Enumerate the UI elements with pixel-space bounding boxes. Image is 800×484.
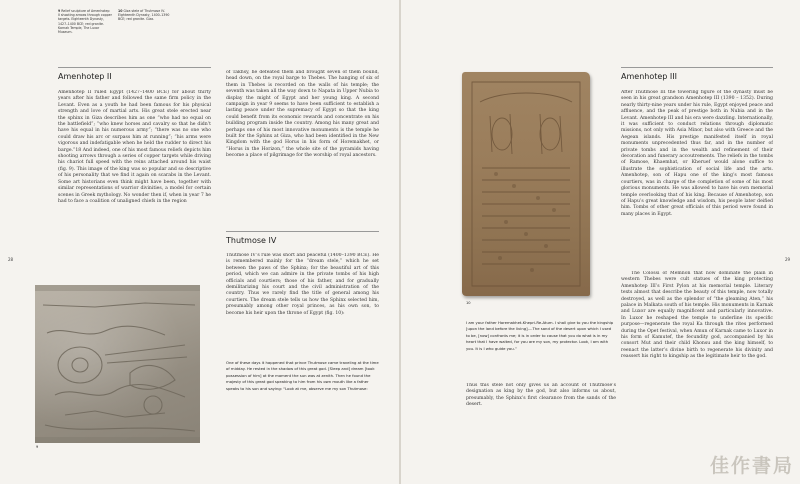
body-amenhotep3-continued — [621, 271, 773, 449]
body-amenhotep2-text: Amenhotep II ruled Egypt (1427–1400 BCE) for about thirty years after his father and followed the same firm policy in the Levant. Even as a youth he had been famous for his physical strength and love of martial arts. His great stele erected near the sphinx in Giza describes him as one “who had no equal on the battlefield”; “who knew horses and cavalry so that he didn’t have his equal in his numerous army”; “there was no one who could draw his arc or surpass him at running”; “his arms were vigorous and indefatigable when he held the rudder to direct his barge.”18 And indeed, one of his most famous reliefs depicts him shooting arrows through a series of copper targets while driving his chariot full speed with the reins attached around his waist (fig. 9). This image of the king was so popular and so descriptive of his personality that we find it again on scarabs in the Levant. Some art historians even think might have been, together with similar representations of warrior divinities, a model for certain scenes in Greek mythology. No wonder then if, when in year 7 he had to face a coalition of unaligned chiefs in the region — [58, 90, 211, 204]
section-rule-thutmose4 — [226, 231, 379, 232]
relief-carving-graphic — [35, 285, 200, 443]
figure-10-label: 10 — [466, 301, 471, 305]
body-column-2 — [226, 70, 379, 225]
body-amenhotep2 — [58, 90, 211, 275]
figure-10-stele-image — [462, 72, 590, 296]
section-heading-thutmose4: Thutmose IV — [226, 236, 277, 245]
page-number-left: 28 — [8, 257, 14, 262]
section-heading-amenhotep3: Amenhotep III — [621, 72, 677, 81]
quote-stele-inscription-text: I am your father Horemakhet-Khepri-Re-Atum. I shall give to you the kingship [upon the land before the living]....The sand of the desert upon which I used to be, [now] confronts me; it is in order to cause that you do what is in my heart that I have waited, for you are my son, my protector. Look, I am with you. It is I who guide you.” — [466, 320, 614, 351]
body-stele-conclusion-text: Thus this stele not only gives us an account of Thutmose’s designation as king by the god, but also informs us about, presumably, the Sphinx’s first clearance from the sands of the desert. — [466, 383, 616, 408]
caption-fig9-text: Relief sculpture of Amenhotep II shooting arrows through copper targets. Eighteenth Dynasty, 1427–1400 BCE; red granite. Karnak Temple, The Luxor Museum. — [58, 9, 112, 35]
section-rule-amenhotep2 — [58, 67, 211, 68]
figure-9-label: 9 — [36, 445, 39, 449]
page-number-right: 29 — [785, 257, 791, 262]
caption-fig10 — [118, 9, 172, 22]
caption-fig10-number: 10 — [118, 9, 123, 13]
section-heading-amenhotep2: Amenhotep II — [58, 72, 112, 81]
caption-fig9 — [58, 9, 112, 34]
body-column-2-text: of Takhsy, he defeated them and brought seven of them bound, head down, on the royal barge to Thebes. The hanging of six of them in Thebes is recorded on the walls of his temple; the seventh was taken all the way down to Napata in Upper Nubia to display the might of Egypt and her young king. A second campaign in year 9 seems to have been sufficient to establish a lasting peace under the supremacy of Egypt so that the king could benefit from its economic rewards and concentrate on his building program inside the country. Among his many great and perhaps one of his most innovative monuments is the temple he built for the Sphinx at Giza, who had been identified in the New Kingdom with the god Horus in his form of Horemakhet, or “Horus in the Horizon,” the whole site of the pyramids having become a place of pilgrimage for the worship of royal ancestors. — [226, 70, 379, 159]
quote-dream-stele-text: One of these days it happened that prince Thutmose came traveling at the time of midday. He rested in the shadow of this great god. [Sleep and] dream [took possession of him] at the moment the sun was at zenith. Then he found the majesty of this great god speaking to him from his own mouth like a father speaks to his son and saying: “Look at me, observe me my son Thutmose: — [226, 360, 379, 391]
left-page — [0, 0, 399, 484]
body-stele-conclusion — [466, 383, 616, 433]
body-thutmose4-text: Thutmose IV’s rule was short and peaceful (1400–1390 BCE). He is remembered mainly for the “dream stele,” which he set between the paws of the Sphinx; for the beautiful art of this period, which we can admire in the private tombs of his high officials and courtiers; those of his father, and for gradually demilitarizing his court and the civil administration of the country. Thus we rarely find the title of general among his courtiers. The dream stele tells us how the Sphinx selected him, presumably among other royal princes, as his own son, to become his heir upon the throne of Egypt (fig. 10): — [226, 253, 379, 316]
right-page — [401, 0, 800, 484]
caption-fig10-text: Giza stele of Thutmose IV. Eighteenth Dynasty, 1400–1390 BCE; red granite. Giza. — [118, 9, 170, 22]
body-amenhotep3 — [621, 90, 773, 268]
publisher-watermark: 佳作書局 — [709, 455, 794, 477]
body-amenhotep3-continued-text: The Colossi of Memnon that now dominate the plain in western Thebes were cult statues of the king protecting Amenhotep III’s First Pylon at his memorial temple. Literary texts almost that describe the beauty of this temple, now totally destroyed, as well as the splendor of “the gleaming Aten,” his palace in Malkata south of his temple. His monuments in Karnak and Luxor are equally magnificent and particularly innovative. In Luxor he reshaped the temple to underline its specific purpose—regenerate the royal Ka through the rites performed during the Opet festival, when Amun of Karnak came to Luxor in his form of Kamutef, the fecundity god, accompanied by his consort Mut and their child Khonsu and the king himself, to reenact the latter’s divine birth to regenerate his divinity and reassert his right to kingship as the legitimate heir to the god. — [621, 271, 773, 360]
stele-carving-graphic — [462, 72, 590, 296]
quote-dream-stele — [226, 360, 379, 444]
body-thutmose4 — [226, 253, 379, 357]
figure-9-relief-image — [35, 285, 200, 443]
quote-stele-inscription — [466, 320, 616, 372]
body-amenhotep3-text: After Thutmose III the towering figure of the dynasty must be seen in his great grandson Amenhotep III (1390 – 1352). During nearly thirty-nine years under his rule, Egypt enjoyed peace and affluence, and the peak of prestige both in Nubia and in the Levant. Amenhotep III and his era were dazzling. Internationally, it was sufficient to conduct relations through diplomatic missions, not only with Asia Minor, but also with Greece and the Aegean islands. His prestige manifested itself in royal monuments unprecedented thus far, and in the number of private tombs and in the wealth and refinement of their decoration and funerary accoutrements. The reliefs in the tombs of Ramose, Khaemhat, or Kheruef would alone suffice to illustrate the sophistication of social life and the arts. Amenhotep, son of Hapu one of the king’s most famous courtiers, was in charge of the completion of some of his most glorious monuments. He was allowed to have his own memorial temple overlooking that of his king. Because of Amenhotep, son of Hapu’s great knowledge and wisdom, his people later deified him. Tombs of other great officials of this period were found in many places in Egypt. — [621, 90, 773, 217]
caption-fig9-number: 9 — [58, 9, 61, 13]
section-rule-amenhotep3 — [621, 67, 773, 68]
